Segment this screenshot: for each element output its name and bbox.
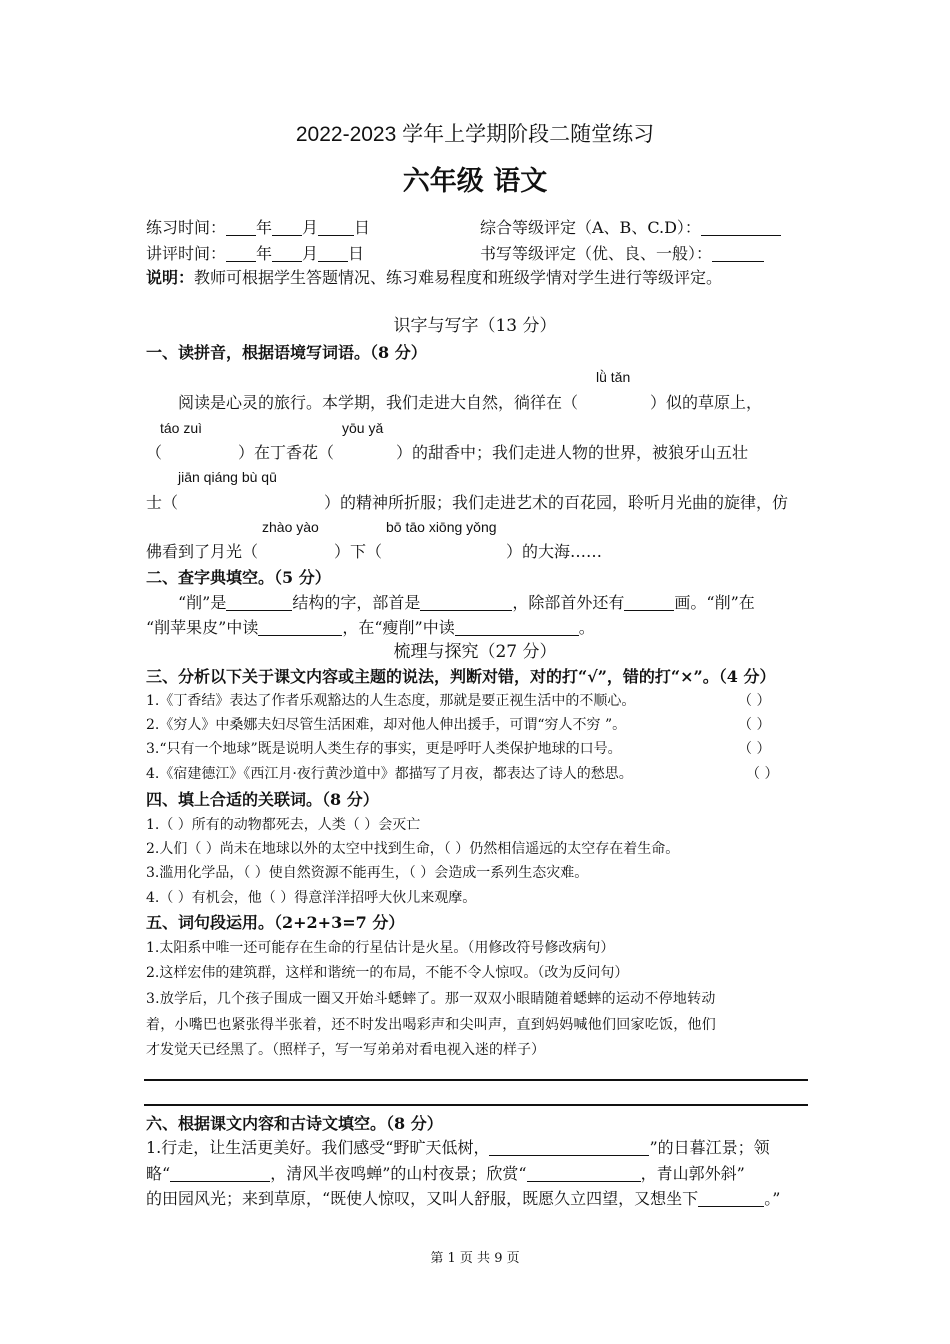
q1-line-1-text-b: ）似的草原上， xyxy=(650,393,763,412)
day-blank[interactable] xyxy=(318,219,354,236)
month-label: 月 xyxy=(302,218,319,237)
q6-line-3-text-a: 的田园风光；来到草原，“既使人惊叹，又叫人舒服，既愿久立四望，又想坐下 xyxy=(146,1189,699,1208)
page-number: 第 1 页 共 9 页 xyxy=(430,1251,520,1266)
review-year-label: 年 xyxy=(256,244,273,263)
writing-grade-row xyxy=(480,244,764,264)
overall-grade-blank[interactable] xyxy=(701,219,781,236)
q5-item-3-line-1: 3.放学后，几个孩子围成一圈又开始斗蟋蟀了。那一双双小眼睛随着蟋蟀的运动不停地转动 xyxy=(146,991,716,1007)
q1-line-4-text-c: ）的大海…… xyxy=(506,542,603,561)
review-month-blank[interactable] xyxy=(272,245,302,262)
pinyin-lvtan: lǜ tǎn xyxy=(596,369,631,385)
document-subtitle: 六年级 语文 xyxy=(402,166,548,197)
practice-time-label: 练习时间： xyxy=(146,218,227,237)
q3-answer-paren-2[interactable]: （ ） xyxy=(738,717,771,733)
year-label: 年 xyxy=(256,218,273,237)
answer-writing-line-1[interactable] xyxy=(144,1079,808,1081)
q3-item-2: 2.《穷人》中桑娜夫妇尽管生活困难，却对他人伸出援手，可谓“穷人不穷 ”。 xyxy=(146,717,627,733)
day-label: 日 xyxy=(354,218,371,237)
month-blank[interactable] xyxy=(272,219,302,236)
note-text: 教师可根据学生答题情况、练习难易程度和班级学情对学生进行等级评定。 xyxy=(194,268,723,287)
overall-grade-label: 综合等级评定（A、B、C.D）： xyxy=(480,218,701,237)
q1-line-4-text-a: 佛看到了月光（ xyxy=(146,542,259,561)
q2-line-2 xyxy=(146,618,595,638)
q6-line-2-text-c: ，青山郭外斜” xyxy=(640,1164,745,1183)
q5-title: 五、词句段运用。（2+2+3=7 分） xyxy=(146,913,405,932)
review-day-blank[interactable] xyxy=(318,245,348,262)
q6-line-1 xyxy=(146,1138,770,1158)
q5-item-3-line-3: 才发觉天已经黑了。（照样子，写一写弟弟对看电视入迷的样子） xyxy=(146,1042,545,1058)
q5-item-3-line-2: 着，小嘴巴也紧张得半张着，还不时发出喝彩声和尖叫声，直到妈妈喊他们回家吃饭，他们 xyxy=(146,1017,716,1033)
q6-line-3-text-b: 。” xyxy=(764,1189,781,1208)
writing-grade-blank[interactable] xyxy=(712,245,764,262)
q4-item-4[interactable]: 4.（ ）有机会，他（ ）得意洋洋招呼大伙儿来观摩。 xyxy=(146,890,477,906)
q6-line-2-text-b: ，清风半夜鸣蝉”的山村夜景；欣赏“ xyxy=(270,1164,527,1183)
q3-item-4: 4.《宿建德江》《西江月·夜行黄沙道中》都描写了月夜，都表达了诗人的愁思。 xyxy=(146,766,633,782)
q5-item-2: 2.这样宏伟的建筑群，这样和谐统一的布局，不能不令人惊叹。（改为反问句） xyxy=(146,965,629,981)
section-heading-literacy: 识字与写字（13 分） xyxy=(393,316,557,336)
pronunciation-blank-1[interactable] xyxy=(258,619,342,636)
radical-blank[interactable] xyxy=(420,594,512,611)
q2-line-2-text-a: “削苹果皮”中读 xyxy=(146,618,259,637)
q2-line-1 xyxy=(178,593,755,613)
answer-writing-line-2[interactable] xyxy=(144,1104,808,1106)
q6-line-1-text-a: 1.行走，让生活更美好。我们感受“野旷天低树， xyxy=(146,1138,490,1157)
q1-line-2-text-c: ）的甜香中；我们走进人物的世界，被狼牙山五壮 xyxy=(396,443,749,462)
pinyin-jianqiangbuqu: jiān qiáng bù qū xyxy=(178,469,277,485)
q2-title: 二、查字典填空。（5 分） xyxy=(146,568,331,587)
pinyin-taozui: táo zuì xyxy=(160,420,203,436)
q2-line-2-text-b: ，在“瘦削”中读 xyxy=(342,618,455,637)
q3-answer-paren-4[interactable]: （ ） xyxy=(746,766,779,782)
q1-line-1-text-a: 阅读是心灵的旅行。本学期，我们走进大自然，徜徉在（ xyxy=(178,393,579,412)
overall-grade-row xyxy=(480,218,781,238)
stroke-count-blank[interactable] xyxy=(624,594,674,611)
note-label: 说明： xyxy=(146,268,195,287)
poem-blank-1[interactable] xyxy=(489,1139,649,1156)
q2-line-2-text-c: 。 xyxy=(578,618,595,637)
q4-item-1[interactable]: 1.（ ）所有的动物都死去，人类（ ）会灭亡 xyxy=(146,817,421,833)
q3-answer-paren-3[interactable]: （ ） xyxy=(738,741,771,757)
pinyin-zhaoyao: zhào yào xyxy=(262,519,319,535)
section-heading-review: 梳理与探究（27 分） xyxy=(393,642,557,662)
q1-line-4-text-b: ）下（ xyxy=(334,542,383,561)
q4-item-2[interactable]: 2.人们（ ）尚未在地球以外的太空中找到生命，（ ）仍然相信遥远的太空存在着生命。 xyxy=(146,841,680,857)
q2-line-1-text-b: 结构的字，部首是 xyxy=(292,593,421,612)
review-time-label: 讲评时间： xyxy=(146,244,227,263)
structure-blank[interactable] xyxy=(226,594,292,611)
q6-line-2-text-a: 略“ xyxy=(146,1164,171,1183)
q2-line-1-text-d: 画。“削”在 xyxy=(674,593,755,612)
poem-blank-2[interactable] xyxy=(170,1165,270,1182)
q1-line-3-text-a: 士（ xyxy=(146,493,179,512)
q4-title: 四、填上合适的关联词。（8 分） xyxy=(146,790,379,809)
q1-title: 一、读拼音，根据语境写词语。（8 分） xyxy=(146,343,427,362)
review-year-blank[interactable] xyxy=(226,245,256,262)
poem-blank-3[interactable] xyxy=(527,1165,641,1182)
q3-item-1: 1.《丁香结》表达了作者乐观豁达的人生态度，那就是要正视生活中的不顺心。 xyxy=(146,693,636,709)
q1-line-2-text-a: （ xyxy=(146,443,163,462)
year-blank[interactable] xyxy=(226,219,256,236)
q3-item-3: 3.“只有一个地球”既是说明人类生存的事实，更是呼吁人类保护地球的口号。 xyxy=(146,741,622,757)
note-row xyxy=(146,268,722,288)
document-title: 2022-2023 学年上学期阶段二随堂练习 xyxy=(295,123,655,146)
poem-blank-4[interactable] xyxy=(698,1190,764,1207)
q3-title: 三、分析以下关于课文内容或主题的说法，判断对错，对的打“√”，错的打“×”。（4 分） xyxy=(146,667,776,686)
q1-line-1 xyxy=(178,393,762,413)
q4-item-3[interactable]: 3.滥用化学品，（ ）使自然资源不能再生，（ ）会造成一系列生态灾难。 xyxy=(146,865,589,881)
q2-line-1-text-a: “削”是 xyxy=(178,593,227,612)
q1-line-3 xyxy=(146,493,788,513)
pinyin-youya: yōu yǎ xyxy=(342,420,384,436)
review-day-label: 日 xyxy=(348,244,365,263)
q6-title: 六、根据课文内容和古诗文填空。（8 分） xyxy=(146,1114,443,1133)
q5-item-1: 1.太阳系中唯一还可能存在生命的行星估计是火星。（用修改符号修改病句） xyxy=(146,940,615,956)
q1-line-2-text-b: ）在丁香花（ xyxy=(238,443,335,462)
q6-line-3 xyxy=(146,1189,780,1209)
writing-grade-label: 书写等级评定（优、良、一般）： xyxy=(480,244,713,263)
q6-line-2 xyxy=(146,1164,745,1184)
pronunciation-blank-2[interactable] xyxy=(455,619,579,636)
review-time-row xyxy=(146,244,364,264)
practice-time-row xyxy=(146,218,370,238)
pinyin-botaoxiongyong: bō tāo xiōng yǒng xyxy=(386,519,497,535)
review-month-label: 月 xyxy=(302,244,319,263)
q1-line-2 xyxy=(146,443,748,463)
q2-line-1-text-c: ，除部首外还有 xyxy=(512,593,625,612)
q6-line-1-text-b: ”的日暮江景；领 xyxy=(649,1138,770,1157)
q3-answer-paren-1[interactable]: （ ） xyxy=(738,693,771,709)
q1-line-4 xyxy=(146,542,602,562)
q1-line-3-text-b: ）的精神所折服；我们走进艺术的百花园，聆听月光曲的旋律，仿 xyxy=(324,493,789,512)
